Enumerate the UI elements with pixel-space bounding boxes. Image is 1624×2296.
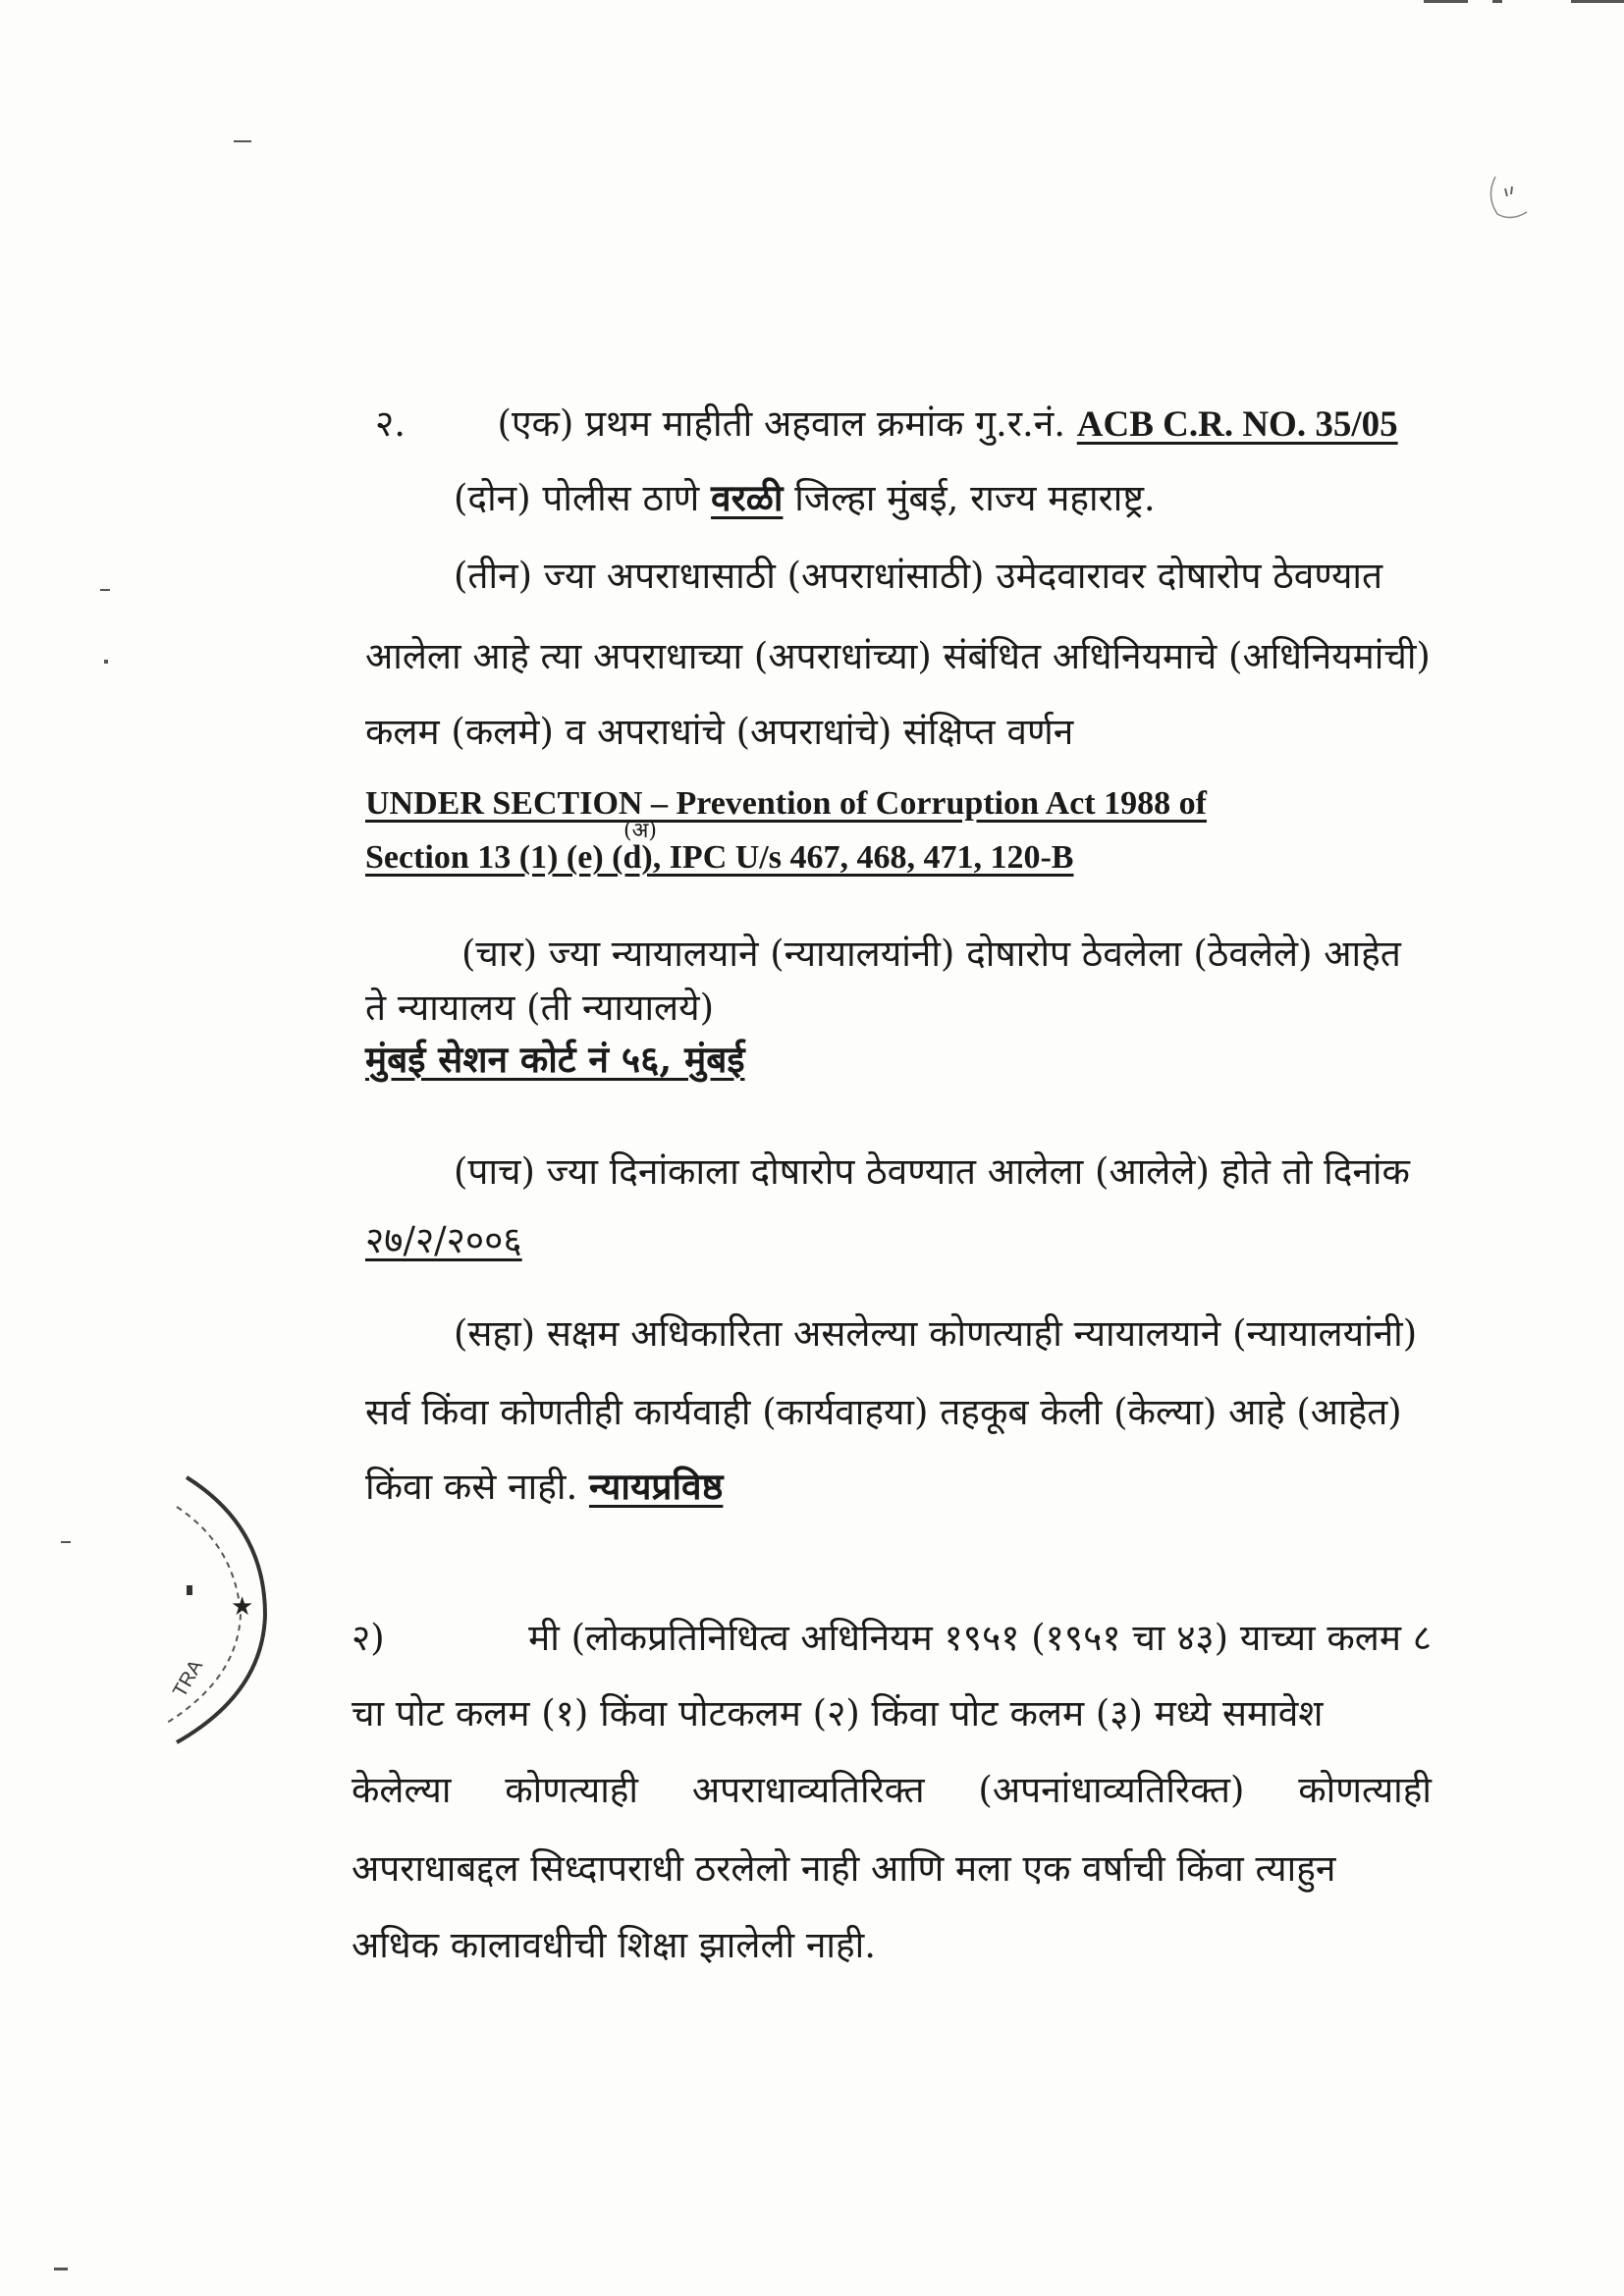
fir-number: ACB C.R. NO. 35/05 bbox=[1076, 404, 1398, 445]
section-line2: Section 13 (1) (e) (d), IPC U/s 467, 468, 471, 120-B bbox=[365, 839, 1074, 876]
para2-line5: अधिक कालावधीची शिक्षा झालेली नाही. bbox=[352, 1924, 876, 1966]
item3-line3: कलम (कलमे) व अपराधांचे (अपराधांचे) संक्षिप्त वर्णन bbox=[365, 711, 1074, 753]
police-station: वरळी bbox=[711, 476, 784, 519]
seal-text: TRA bbox=[169, 1656, 208, 1701]
para2-line1-text: मी (लोकप्रतिनिधित्व अधिनियम १९५१ (१९५१ चा ४३) याच्या कलम ८ bbox=[528, 1617, 1432, 1659]
para2-word: केलेल्या bbox=[352, 1769, 452, 1811]
top-rule-mark bbox=[1492, 0, 1502, 3]
para2-line1 bbox=[352, 1615, 1432, 1662]
item4-line2: ते न्यायालय (ती न्यायालये) bbox=[365, 987, 715, 1029]
para2-line4: अपराधाबद्दल सिध्दापराधी ठरलेलो नाही आणि मला एक वर्षाची किंवा त्याहुन bbox=[352, 1847, 1336, 1890]
item1-label: (एक) प्रथम माहीती अहवाल क्रमांक गु.र.नं. bbox=[497, 402, 1066, 445]
item4-line1: (चार) ज्या न्यायालयाने (न्यायालयांनी) दोषारोप ठेवलेला (ठेवलेले) आहेत bbox=[461, 933, 1401, 975]
item5-line1: (पाच) ज्या दिनांकाला दोषारोप ठेवण्यात आलेला (आलेले) होते तो दिनांक bbox=[454, 1150, 1410, 1193]
round-seal-stamp bbox=[147, 1468, 275, 1752]
top-rule-mark bbox=[1571, 0, 1624, 3]
margin-speck bbox=[54, 2268, 68, 2270]
margin-speck bbox=[61, 1541, 71, 1543]
item2-text-a: पोलीस ठाणे bbox=[542, 477, 700, 519]
margin-speck bbox=[100, 589, 110, 591]
handwritten-correction: (अ) bbox=[623, 819, 657, 843]
charge-date: २७/२/२००६ bbox=[365, 1219, 522, 1261]
item2-text-b: जिल्हा मुंबई, राज्य महाराष्ट्र. bbox=[794, 477, 1156, 519]
corner-scribble-mark bbox=[1478, 167, 1537, 226]
item1-line bbox=[375, 400, 1398, 449]
para2-word: (अपनांधाव्यतिरिक्त) bbox=[978, 1769, 1245, 1811]
para2-line2: चा पोट कलम (१) किंवा पोटकलम (२) किंवा पोट कलम (३) मध्ये समावेश bbox=[352, 1692, 1324, 1735]
top-rule-mark bbox=[1424, 0, 1468, 3]
item3-line1: (तीन) ज्या अपराधासाठी (अपराधांसाठी) उमेदवारावर दोषारोप ठेवण्यात bbox=[454, 555, 1383, 597]
item6-line3 bbox=[365, 1463, 723, 1511]
para2-number: २) bbox=[352, 1617, 385, 1659]
para2-word: कोणत्याही bbox=[505, 1769, 639, 1811]
para2-line3 bbox=[352, 1767, 1432, 1814]
item3-line2: आलेला आहे त्या अपराधाच्या (अपराधांच्या) संबंधित अधिनियमाचे (अधिनियमांची) bbox=[365, 635, 1431, 677]
item6-line1: (सहा) सक्षम अधिकारिता असलेल्या कोणत्याही न्यायालयाने (न्यायालयांनी) bbox=[454, 1312, 1418, 1355]
para2-word: कोणत्याही bbox=[1298, 1769, 1432, 1811]
margin-speck bbox=[104, 660, 108, 664]
item1-number: २. bbox=[375, 402, 406, 445]
margin-speck bbox=[234, 140, 251, 142]
section-line1: UNDER SECTION – Prevention of Corruption Act 1988 of bbox=[365, 785, 1207, 822]
item6-line2: सर्व किंवा कोणतीही कार्यवाही (कार्यवाहया) तहकूब केली (केल्या) आहे (आहेत) bbox=[365, 1391, 1402, 1433]
item2-line bbox=[454, 474, 1156, 522]
case-status: न्यायप्रविष्ठ bbox=[588, 1465, 724, 1508]
item6-line3-text: किंवा कसे नाही. bbox=[365, 1466, 578, 1508]
item2-label: (दोन) bbox=[454, 477, 531, 519]
court-name: मुंबई सेशन कोर्ट नं ५६, मुंबई bbox=[365, 1038, 745, 1081]
para2-word: अपराधाव्यतिरिक्त bbox=[691, 1769, 925, 1811]
svg-text:★: ★ bbox=[231, 1592, 254, 1622]
